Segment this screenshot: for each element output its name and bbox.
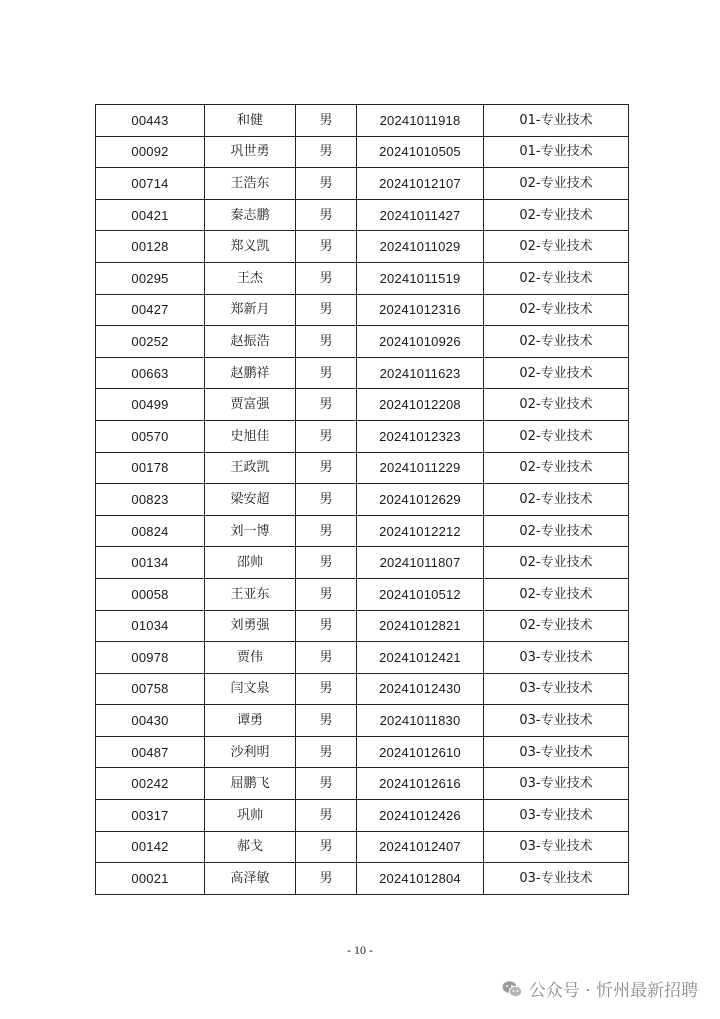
candidate-name-cell: 郑义凯 [205, 231, 296, 263]
table-row [96, 736, 629, 768]
gender-cell: 男 [296, 736, 357, 768]
table-row [96, 800, 629, 832]
exam-number-cell: 00317 [96, 800, 205, 832]
position-cell: 03-专业技术 [484, 768, 629, 800]
gender-cell: 男 [296, 105, 357, 137]
table-row [96, 231, 629, 263]
position-cell: 03-专业技术 [484, 831, 629, 863]
table-row [96, 294, 629, 326]
exam-number-cell: 00443 [96, 105, 205, 137]
admission-ticket-cell: 20241011029 [357, 231, 484, 263]
gender-cell: 男 [296, 452, 357, 484]
watermark-text: 公众号 · 忻州最新招聘 [528, 981, 698, 1001]
position-cell: 03-专业技术 [484, 863, 629, 895]
admission-ticket-cell: 20241010926 [357, 326, 484, 358]
position-cell: 02-专业技术 [484, 199, 629, 231]
position-cell: 02-专业技术 [484, 610, 629, 642]
table-row [96, 768, 629, 800]
position-cell: 03-专业技术 [484, 673, 629, 705]
table-row [96, 831, 629, 863]
gender-cell: 男 [296, 294, 357, 326]
gender-cell: 男 [296, 199, 357, 231]
candidate-name-cell: 史旭佳 [205, 420, 296, 452]
candidate-name-cell: 巩世勇 [205, 136, 296, 168]
admission-ticket-cell: 20241012821 [357, 610, 484, 642]
gender-cell: 男 [296, 673, 357, 705]
position-cell: 03-专业技术 [484, 642, 629, 674]
exam-number-cell: 00421 [96, 199, 205, 231]
candidate-name-cell: 王浩东 [205, 168, 296, 200]
position-cell: 03-专业技术 [484, 705, 629, 737]
admission-ticket-cell: 20241012212 [357, 515, 484, 547]
gender-cell: 男 [296, 136, 357, 168]
table-row [96, 484, 629, 516]
admission-ticket-cell: 20241012316 [357, 294, 484, 326]
admission-ticket-cell: 20241011427 [357, 199, 484, 231]
exam-number-cell: 00021 [96, 863, 205, 895]
admission-ticket-cell: 20241012629 [357, 484, 484, 516]
exam-number-cell: 00242 [96, 768, 205, 800]
exam-number-cell: 00178 [96, 452, 205, 484]
candidate-name-cell: 王政凯 [205, 452, 296, 484]
candidate-name-cell: 刘勇强 [205, 610, 296, 642]
admission-ticket-cell: 20241012430 [357, 673, 484, 705]
admission-ticket-cell: 20241012208 [357, 389, 484, 421]
position-cell: 02-专业技术 [484, 420, 629, 452]
exam-number-cell: 00487 [96, 736, 205, 768]
exam-number-cell: 00714 [96, 168, 205, 200]
table-row [96, 357, 629, 389]
exam-number-cell: 00058 [96, 578, 205, 610]
gender-cell: 男 [296, 642, 357, 674]
wechat-official-account-icon [501, 978, 523, 1000]
table-row [96, 515, 629, 547]
candidate-name-cell: 郑新月 [205, 294, 296, 326]
gender-cell: 男 [296, 168, 357, 200]
admission-ticket-cell: 20241012426 [357, 800, 484, 832]
gender-cell: 男 [296, 547, 357, 579]
table-row [96, 136, 629, 168]
table-row [96, 547, 629, 579]
position-cell: 02-专业技术 [484, 262, 629, 294]
exam-number-cell: 00134 [96, 547, 205, 579]
exam-number-cell: 00663 [96, 357, 205, 389]
table-row [96, 168, 629, 200]
candidate-name-cell: 刘一博 [205, 515, 296, 547]
exam-number-cell: 00427 [96, 294, 205, 326]
table-row [96, 578, 629, 610]
table-row [96, 262, 629, 294]
exam-number-cell: 01034 [96, 610, 205, 642]
gender-cell: 男 [296, 484, 357, 516]
table-row [96, 326, 629, 358]
admission-ticket-cell: 20241012407 [357, 831, 484, 863]
exam-number-cell: 00824 [96, 515, 205, 547]
table-row [96, 673, 629, 705]
admission-ticket-cell: 20241012804 [357, 863, 484, 895]
watermark [501, 976, 698, 1001]
position-cell: 02-专业技术 [484, 231, 629, 263]
candidate-name-cell: 秦志鹏 [205, 199, 296, 231]
admission-ticket-cell: 20241011918 [357, 105, 484, 137]
table-row [96, 642, 629, 674]
gender-cell: 男 [296, 800, 357, 832]
exam-number-cell: 00823 [96, 484, 205, 516]
admission-ticket-cell: 20241012421 [357, 642, 484, 674]
gender-cell: 男 [296, 705, 357, 737]
gender-cell: 男 [296, 262, 357, 294]
candidate-name-cell: 沙利明 [205, 736, 296, 768]
candidate-name-cell: 梁安超 [205, 484, 296, 516]
exam-number-cell: 00092 [96, 136, 205, 168]
gender-cell: 男 [296, 357, 357, 389]
table-row [96, 389, 629, 421]
admission-ticket-cell: 20241011623 [357, 357, 484, 389]
admission-ticket-cell: 20241010512 [357, 578, 484, 610]
position-cell: 02-专业技术 [484, 515, 629, 547]
candidate-name-cell: 赵振浩 [205, 326, 296, 358]
candidate-name-cell: 郝戈 [205, 831, 296, 863]
position-cell: 02-专业技术 [484, 357, 629, 389]
position-cell: 01-专业技术 [484, 105, 629, 137]
gender-cell: 男 [296, 420, 357, 452]
candidate-name-cell: 王亚东 [205, 578, 296, 610]
exam-number-cell: 00978 [96, 642, 205, 674]
gender-cell: 男 [296, 326, 357, 358]
exam-number-cell: 00430 [96, 705, 205, 737]
position-cell: 02-专业技术 [484, 578, 629, 610]
exam-number-cell: 00499 [96, 389, 205, 421]
gender-cell: 男 [296, 863, 357, 895]
admission-ticket-cell: 20241010505 [357, 136, 484, 168]
position-cell: 01-专业技术 [484, 136, 629, 168]
position-cell: 02-专业技术 [484, 452, 629, 484]
position-cell: 02-专业技术 [484, 484, 629, 516]
table-row [96, 199, 629, 231]
exam-number-cell: 00295 [96, 262, 205, 294]
exam-number-cell: 00758 [96, 673, 205, 705]
candidate-name-cell: 高泽敏 [205, 863, 296, 895]
candidate-name-cell: 和健 [205, 105, 296, 137]
candidate-table [95, 104, 629, 895]
table-row [96, 105, 629, 137]
gender-cell: 男 [296, 578, 357, 610]
admission-ticket-cell: 20241011807 [357, 547, 484, 579]
candidate-name-cell: 赵鹏祥 [205, 357, 296, 389]
gender-cell: 男 [296, 831, 357, 863]
gender-cell: 男 [296, 610, 357, 642]
gender-cell: 男 [296, 515, 357, 547]
candidate-name-cell: 贾伟 [205, 642, 296, 674]
table-row [96, 420, 629, 452]
admission-ticket-cell: 20241011229 [357, 452, 484, 484]
admission-ticket-cell: 20241011830 [357, 705, 484, 737]
admission-ticket-cell: 20241012610 [357, 736, 484, 768]
admission-ticket-cell: 20241012323 [357, 420, 484, 452]
exam-number-cell: 00128 [96, 231, 205, 263]
page-number: - 10 - [347, 943, 373, 957]
position-cell: 02-专业技术 [484, 389, 629, 421]
table-row [96, 863, 629, 895]
position-cell: 03-专业技术 [484, 736, 629, 768]
admission-ticket-cell: 20241011519 [357, 262, 484, 294]
table-row [96, 610, 629, 642]
admission-ticket-cell: 20241012616 [357, 768, 484, 800]
position-cell: 03-专业技术 [484, 800, 629, 832]
candidate-name-cell: 巩帅 [205, 800, 296, 832]
table-row [96, 705, 629, 737]
candidate-name-cell: 王杰 [205, 262, 296, 294]
position-cell: 02-专业技术 [484, 294, 629, 326]
candidate-table-body [96, 105, 629, 895]
candidate-name-cell: 谭勇 [205, 705, 296, 737]
candidate-name-cell: 邵帅 [205, 547, 296, 579]
table-row [96, 452, 629, 484]
gender-cell: 男 [296, 768, 357, 800]
position-cell: 02-专业技术 [484, 326, 629, 358]
gender-cell: 男 [296, 231, 357, 263]
admission-ticket-cell: 20241012107 [357, 168, 484, 200]
position-cell: 02-专业技术 [484, 547, 629, 579]
candidate-name-cell: 屈鹏飞 [205, 768, 296, 800]
exam-number-cell: 00570 [96, 420, 205, 452]
candidate-name-cell: 闫文泉 [205, 673, 296, 705]
position-cell: 02-专业技术 [484, 168, 629, 200]
exam-number-cell: 00142 [96, 831, 205, 863]
exam-number-cell: 00252 [96, 326, 205, 358]
candidate-name-cell: 贾富强 [205, 389, 296, 421]
gender-cell: 男 [296, 389, 357, 421]
